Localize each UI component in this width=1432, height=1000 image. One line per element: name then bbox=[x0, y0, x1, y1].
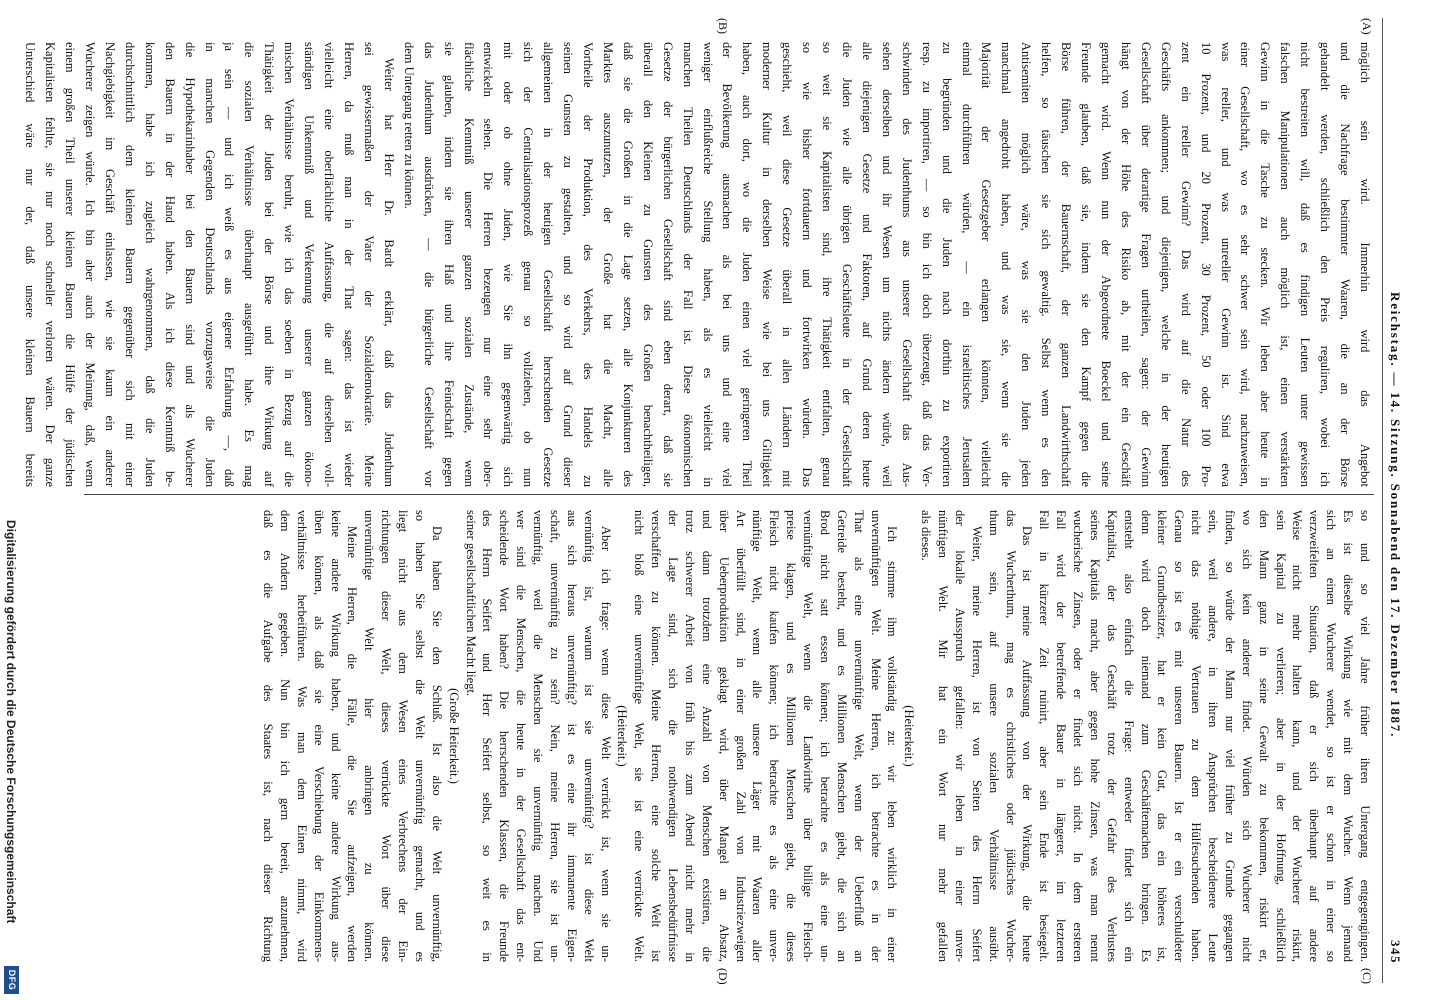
text-line: Meine Herren, die Fälle, die Sie aufzeigen, werden bbox=[345, 526, 360, 962]
text-line: haben, auch dort, wo die Juden einen viel geringeren Theil bbox=[740, 42, 755, 487]
text-line: Brod nicht satt essen können; ich betrachte es als eine un- bbox=[818, 510, 832, 962]
text-line: Kapitalisten fehlte, sie nur noch schneller verloren wären. Der ganze bbox=[43, 42, 58, 487]
text-line: allgemeinen in der heutigen Gesellschaft herrschenden Gesetze bbox=[541, 42, 556, 487]
text-line: Gewinn in die Tasche zu stecken. Wir leben aber heute in bbox=[1258, 42, 1273, 487]
text-line: so und so viel Jahre früher ihren Untergang entgegengingen. bbox=[1358, 510, 1372, 962]
text-line: gehandelt werden, schließlich den Preis reguliren, wobei ich bbox=[1318, 42, 1333, 487]
text-line: und die Nachfrage bestimmter Waaren, die an der Börse bbox=[1338, 42, 1353, 487]
text-line: verzweifelten Situation, daß er sich überhaupt auf andere bbox=[1307, 510, 1322, 962]
text-line: der lokalle Ausspruch gefallen: wir leben in einer unver- bbox=[953, 510, 967, 962]
text-line: unvernünftige Welt hier anbringen zu können. bbox=[362, 510, 377, 962]
text-line: Marktes auszunutzen, der Große hat die Macht, alle bbox=[600, 42, 615, 487]
text-line: falschen Manipulationen auch möglich ist, einen verstärkten bbox=[1278, 42, 1293, 487]
text-line: sich der Centralisationsprozeß genau so vollziehen, ob nun bbox=[521, 42, 536, 487]
text-line: Weise nicht mehr halten kann, und der Wucherer riskirt, bbox=[1290, 510, 1305, 962]
text-line: moderner Kultur in derselben Weise wie bei uns Giltigkeit bbox=[760, 42, 775, 487]
text-line: so haben Sie selbst die Welt unvernünftig gemacht, und es bbox=[413, 510, 427, 962]
text-line: Vortheile der Produktion, des Verkehrs, des Handels zu bbox=[581, 42, 596, 487]
text-line: Fleisch nicht kaufen können; ich betrachte es als eine unver- bbox=[767, 510, 782, 962]
text-line: liegt nicht aus dem Wesen eines Verbrechens der Ein- bbox=[396, 510, 411, 962]
text-line: Thätigkeit der Juden bei der Börse und ihre Wirkung auf bbox=[262, 42, 277, 487]
text-line: seinen Gunsten zu gestalten, und so wird auf Grund dieser bbox=[561, 42, 576, 487]
text-line: Nachgiebigkeit im Geschäft einlassen, wie sie kaum ein anderer bbox=[102, 42, 117, 487]
text-line: und dann trotzdem eine Anzahl von Menschen existiren, die bbox=[699, 510, 714, 962]
text-line: seines Kapitals macht, aber gegen hohe Zinsen, was man nennt bbox=[1088, 510, 1102, 962]
margin-marker-a: (A) bbox=[1360, 18, 1374, 35]
stage-direction-line: (Große Heiterkeit.) bbox=[446, 688, 461, 784]
text-line: dem Andern gegeben. Nun bin ich gern bereit, anzunehmen, bbox=[278, 510, 292, 962]
text-line: Weiter hat Herr Dr. Bardt erklärt, daß das Judenthum bbox=[381, 58, 396, 487]
text-line: kommen, habe ich zugleich wahrgenommen, daß die Juden bbox=[142, 42, 157, 487]
text-line: Wucherer zeigen würde. Ich bin aber auch der Meinung, daß, wenn bbox=[83, 42, 97, 487]
text-line: denn wird doch niemand zum Geschäftemachen bringen. Es bbox=[1138, 510, 1153, 962]
margin-marker-d: (D) bbox=[716, 968, 730, 985]
text-line: entsteht also einfach die Frage: entweder findet sich ein bbox=[1121, 510, 1136, 962]
text-line: die sozialen Verhältnisse überhaupt ausgeführt habe. Es mag bbox=[242, 42, 257, 487]
header-rule bbox=[1382, 18, 1383, 983]
text-line: schwinden des Judenthums aus unserer Gesellschaft das Aus- bbox=[899, 42, 914, 487]
text-line: in manchen Gegenden Deutschlands vorzugsweise die Juden bbox=[202, 42, 217, 487]
text-line: Art überfüllt sind, in einer großen Zahl von Industriezweigen bbox=[733, 510, 748, 962]
text-line: Weiter, meine Herren, ist von Seiten des Herrn Seifert bbox=[969, 526, 984, 962]
text-line: mischen Verhältnisse beruht, wie ich das soeben in Bezug auf die bbox=[282, 42, 297, 487]
text-line: verhältnisse herbeiführen. Was man dem Einen nimmt, wird bbox=[294, 510, 309, 962]
column-divider bbox=[84, 494, 1374, 495]
text-line: Unterschied wäre nur der, daß unsere kleinen Bauern bereits bbox=[23, 42, 38, 487]
text-line: daß es die Aufgabe des Staates ist, nach dieser Richtung bbox=[261, 510, 276, 962]
text-line: gemacht wird. Wenn nun der Abgeordnete Boeckel und seine bbox=[1099, 42, 1114, 487]
text-line: sie glauben, indem sie ihren Haß und ihre Feindschaft gegen bbox=[441, 42, 456, 487]
text-line: unvernünftigen Welt. Meine Herren, ich betrachte es in der bbox=[868, 510, 883, 962]
text-line: flächliche Kenntniß unserer ganzen sozialen Zustände, wenn bbox=[461, 42, 476, 487]
text-line: zu begründen und die Juden nach dorthin zu exportiren bbox=[939, 42, 954, 487]
text-line: richtungen dieser Welt, dieses verrückte Wort über diese bbox=[379, 510, 394, 962]
text-line: kleiner Grundbesitzer, hat er kein Gut, das ein höheres ist, bbox=[1155, 510, 1170, 962]
text-line: sei gewissermaßen der Vater der Sozialdemokratie. Meine bbox=[361, 42, 376, 487]
text-line: seiner gesellschaftlichen Macht liegt. bbox=[463, 510, 478, 697]
text-line: thum sein, auf unsere sozialen Verhältnisse ausübt. bbox=[986, 510, 1001, 962]
text-line: 10 Prozent, und 20 Prozent, 30 Prozent, 50 oder 100 Pro- bbox=[1198, 42, 1213, 487]
text-line: vernünftig ist, warum ist sie unvernünftig? ist diese Welt bbox=[581, 510, 596, 962]
page-header: Reichstag. — 14. Sitzung. Sonnabend den 17. Dezember 1887. bbox=[1388, 292, 1403, 739]
text-line: das Judenthum ausdrücken, — die bürgerliche Gesellschaft vor bbox=[421, 42, 436, 487]
text-line: geschieht, weil diese Gesetze überall in allen Ländern mit bbox=[780, 42, 795, 487]
text-line: keine andere Wirkung haben, und keine andere Wirkung aus- bbox=[328, 510, 343, 962]
text-line: nicht das nöthige Vertrauen zu dem Hülfesuchenden haben. bbox=[1189, 510, 1204, 962]
text-line: die Juden wie alle übrigen Geschäftsleute in der Gesellschaft bbox=[840, 42, 855, 487]
text-line: nicht bestreiten will, daß es findigen Leuten unter gewissen bbox=[1298, 42, 1313, 487]
text-line: Da haben Sie den Schluß. Ist also die Welt unvernünftig, bbox=[429, 526, 444, 962]
text-line: verschaffen zu können. Meine Herren, eine solche Welt ist bbox=[649, 510, 664, 962]
text-line: über Ueberproduktion geklagt wird, über Mangel an Absatz, bbox=[716, 510, 731, 962]
text-line: zent ein reeller Gewinn? Das wird auf die Natur des bbox=[1178, 42, 1193, 487]
text-line: Genau so ist es mit unseren Bauern. Ist er ein verschuldeter bbox=[1172, 510, 1187, 962]
text-line: überall den Kleinen zu Gunsten des Großen benachtheiligen, bbox=[640, 42, 655, 487]
text-line: nicht bloß eine unvernünftige Welt, sie ist eine verrückte Welt. bbox=[632, 510, 647, 962]
text-line: manchen Theilen Deutschlands der Fall ist. Diese ökonomischen bbox=[680, 42, 695, 487]
text-line: Geschäfts ankommen; und diejenigen, welche in der heutigen bbox=[1158, 42, 1173, 487]
text-line: ja sein — und ich weiß es aus eigener Erfahrung —, daß bbox=[222, 42, 237, 487]
text-line: Aber ich frage: wenn diese Welt verrückt ist, wenn sie un- bbox=[598, 526, 613, 962]
text-line: That als eine unvernünftige Welt, wenn der Ueberfluß an bbox=[851, 510, 866, 962]
text-line: vernünftig, weil die Menschen sie unvernünftig machen. Und bbox=[531, 510, 546, 962]
text-line: den Bauern in der Hand haben. Als ich diese Kenntniß be- bbox=[162, 42, 177, 487]
text-line: scheidende Wort haben? Die herrschenden Klassen, die Freunde bbox=[497, 510, 512, 962]
text-line: Börse führen, der Bauernschaft, der ganzen Landwirthschaft bbox=[1059, 42, 1074, 487]
text-line: Majorität der Gesetzgeber erlangen könnten, vielleicht bbox=[979, 42, 994, 487]
margin-marker-b: (B) bbox=[716, 18, 730, 34]
text-line: preise klagen, und es Millionen Menschen giebt, die dieses bbox=[784, 510, 799, 962]
text-line: einem großen Theil unserer kleinen Bauern die Hülfe der jüdischen bbox=[63, 42, 78, 487]
right-column bbox=[260, 510, 1372, 962]
text-line: als dieses. bbox=[919, 510, 934, 561]
text-line: das Wucherthum, mag es christliches oder jüdisches Wucher- bbox=[1003, 510, 1018, 962]
text-line: wer sind die Menschen, die heute in der Gesellschaft das ent- bbox=[514, 510, 529, 962]
text-line: Ich stimme ihm vollständig zu: wir leben wirklich in einer bbox=[885, 526, 900, 962]
text-line: die Hypothekarinhaber bei den Bauern sind und als Wucherer bbox=[182, 42, 197, 487]
text-line: sehen derselben und ihr Wesen um nichts ändern würde, weil bbox=[879, 42, 894, 487]
margin-marker-c: (C) bbox=[1360, 968, 1374, 984]
text-line: wucherische Zinsen, oder er findet sich nicht. In dem ersteren bbox=[1071, 510, 1086, 962]
text-line: durchschnittlich dem kleinen Bauern gegenüber sich mit einer bbox=[122, 42, 137, 487]
text-line: trotz schwerer Arbeit von früh bis zum Abend nicht mehr in bbox=[683, 510, 697, 962]
text-line: Gesetze der bürgerlichen Gesellschaft sind eben derart, daß sie bbox=[660, 42, 675, 487]
dfg-logo: DFG bbox=[4, 966, 19, 994]
text-line: Fall in kürzerer Zeit ruinirt, aber sein Ende ist besiegelt. bbox=[1037, 510, 1052, 962]
text-line: schaft, unvernünftig zu sein? Nein, meine Herren, sie ist un- bbox=[548, 510, 562, 962]
page-number: 345 bbox=[1388, 940, 1403, 964]
text-line: möglich sein wird. Immerhin wird das Angebot bbox=[1358, 42, 1372, 487]
text-line: den Mann ganz in seine Gewalt zu bekommen, riskirt er, bbox=[1256, 510, 1271, 962]
text-line: Freunde glauben, daß sie, indem sie den Kampf gegen die bbox=[1079, 42, 1094, 487]
text-line: mit oder ob ohne Juden, wie Sie ihn gegenwärtig sich bbox=[501, 42, 516, 487]
text-line: was reeller, und was unreeller Gewinn ist. Sind etwa bbox=[1218, 42, 1233, 487]
text-line: dem Untergang retten zu können. bbox=[401, 42, 416, 209]
text-line: einer Gesellschaft, wo es sehr schwer sein wird, nachzuweisen, bbox=[1238, 42, 1253, 487]
text-line: alle diejenigen Gesetze und Faktoren, auf Grund deren heute bbox=[859, 42, 874, 487]
text-line: sich an einen Wucherer wendet, so ist er schon in einer so bbox=[1324, 510, 1339, 962]
left-column bbox=[22, 42, 1372, 487]
text-line: ständigen Unkenntniß und Verkennung unserer ganzen ökono- bbox=[302, 42, 317, 487]
text-line: daß sie die Großen in die Lage setzen, alle Konjunkturen des bbox=[620, 42, 635, 487]
text-line: so wie bisher fortdauern und fortwirken würden. Das bbox=[800, 42, 815, 487]
text-line: so weit sie Kapitalisten sind, ihre Thätigkeit entfalten, genau bbox=[820, 42, 835, 487]
text-line: vernünftige Welt, wenn die Landwirthe über billige Fleisch- bbox=[801, 510, 816, 962]
text-line: Gesellschaft über derartige Fragen urtheilen, sagen: der Gewinn bbox=[1138, 42, 1153, 487]
digitization-credit: Digitalisierung gefördert durch die Deutsche Forschungsgemeinschaft bbox=[4, 520, 18, 924]
text-line: Antisemiten möglich wäre, was sie den Juden jeden bbox=[1019, 42, 1034, 487]
text-line: sein, weil andere, in ihren Ansprüchen bescheidenere Leute bbox=[1206, 510, 1221, 962]
text-line: des Herrn Seifert und Herr Seifert selbst, so weit es in bbox=[480, 510, 495, 962]
text-line: Das ist meine Auffassung von der Wirkung, die heute bbox=[1020, 526, 1035, 962]
stage-direction-line: (Heiterkeit.) bbox=[902, 705, 917, 767]
text-line: resp. zu importiren, — so bin ich doch überzeugt, daß das Ver- bbox=[919, 42, 934, 487]
text-line: vielleicht eine oberflächliche Auffassung, die auf derselben voll- bbox=[322, 42, 337, 487]
stage-direction-line: (Heiterkeit.) bbox=[615, 705, 630, 767]
text-line: finden, so würde der Mann nur viel früher zu Grunde gegangen bbox=[1223, 510, 1237, 962]
text-line: einmal durchführen würden, — ein israelitisches Jerusalem bbox=[959, 42, 974, 487]
text-line: entwickeln sehen. Die Herren bezeugen nur eine sehr ober- bbox=[481, 42, 496, 487]
text-line: helfen, so täuschen sie sich gewaltig. Selbst wenn es den bbox=[1039, 42, 1054, 487]
text-line: manchmal angedroht haben, und was sie, wenn sie die bbox=[999, 42, 1014, 487]
text-line: hängt von der Höhe des Risiko ab, mit der ein Geschäft bbox=[1118, 42, 1133, 487]
text-line: üben können, als daß sie eine Verschiebung der Einkommens- bbox=[311, 510, 326, 962]
text-line: Herren, da muß man in der That sagen: das ist wieder bbox=[341, 42, 356, 487]
text-line: Es ist dieselbe Wirkung wie mit dem Wucher. Wenn jemand bbox=[1341, 510, 1356, 962]
text-line: Kapitalist, der das Geschäft trotz der Gefahr des Verlustes bbox=[1104, 510, 1119, 962]
text-line: nünftigen Welt. Mir hat ein Wort nur mehr gefallen bbox=[936, 510, 951, 962]
text-line: der Lage sind, sich die nothwendigen Lebensbedürfnisse bbox=[666, 510, 681, 962]
text-line: aus sich heraus unvernünftig? ist es eine ihr immanente Eigen- bbox=[564, 510, 579, 962]
text-line: Getreide besteht, und es Millionen Menschen giebt, die sich an bbox=[834, 510, 849, 962]
text-line: der Bevölkerung ausmachen als bei uns und eine viel bbox=[720, 42, 735, 487]
text-line: weniger einflußreiche Stellung haben, als es vielleicht in bbox=[700, 42, 715, 487]
text-line: wo sich kein anderer findet. Würden sich Wucherer nicht bbox=[1239, 510, 1254, 962]
text-line: sein Kapital zu verlieren; aber in der Hoffnung, schließlich bbox=[1273, 510, 1288, 962]
text-line: nünftige Welt, wenn alle unsere Läger mit Waaren aller bbox=[750, 510, 765, 962]
text-line: Fall wird der betreffende Bauer in längerer, im letzteren bbox=[1054, 510, 1069, 962]
